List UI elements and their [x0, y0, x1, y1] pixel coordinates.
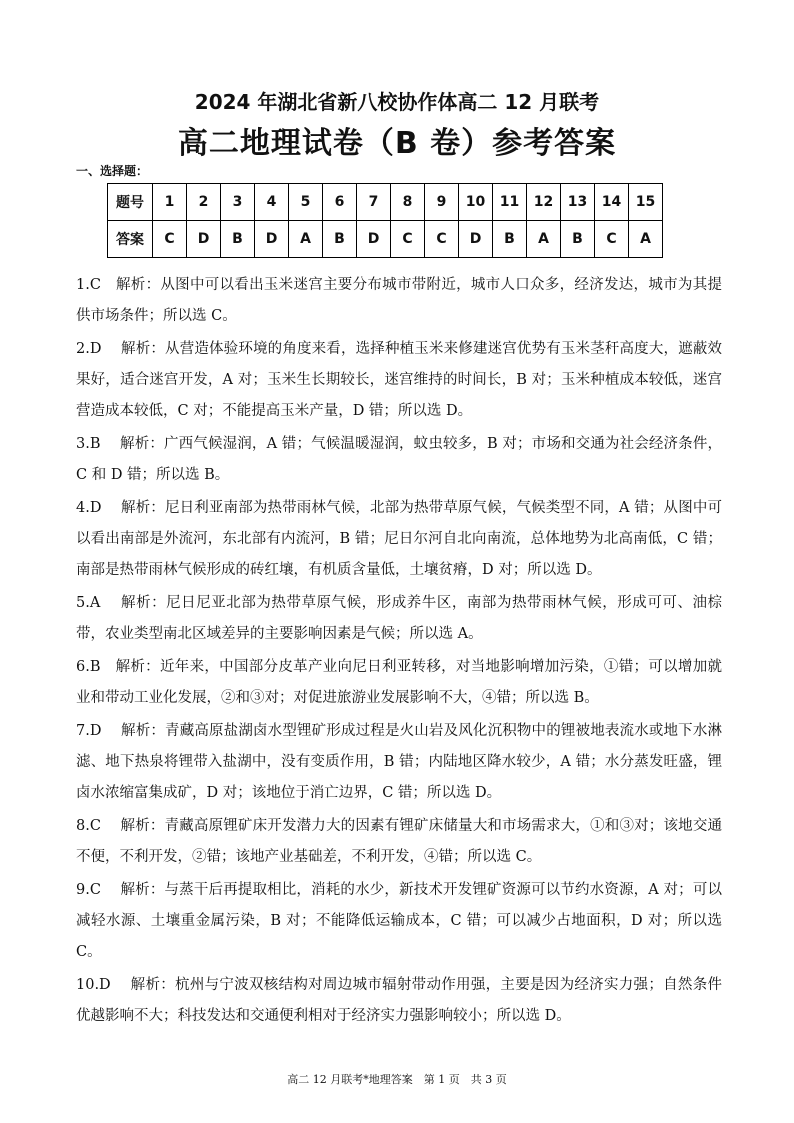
explanation-item: 7.D 解析：青藏高原盐湖卤水型锂矿形成过程是火山岩及风化沉积物中的锂被地表流水或地下水淋滤、地下热泉将锂带入盐湖中，没有变质作用，B 错；内陆地区降水较少，A 错；水分蒸发旺盛，锂卤水浓缩富集成矿，D 对；该地位于消亡边界，C 错；所以选 D。	[76, 723, 722, 801]
answer-row	[108, 221, 663, 258]
explanations	[76, 270, 722, 1034]
explanation-item: 2.D 解析：从营造体验环境的角度来看，选择种植玉米来修建迷宫优势有玉米茎秆高度大，遮蔽效果好，适合迷宫开发，A 对；玉米生长期较长，迷宫维持的时间长，B 对；玉米种植成本较低，迷宫营造成本较低，C 对；不能提高玉米产量，D 错；所以选 D。	[76, 341, 722, 419]
answer-cell: D	[357, 221, 391, 258]
answer-cell: C	[425, 221, 459, 258]
row-label: 答案	[108, 221, 153, 258]
answer-cell: A	[289, 221, 323, 258]
answer-cell: B	[493, 221, 527, 258]
answer-cell: A	[629, 221, 663, 258]
explanation-item: 5.A 解析：尼日尼亚北部为热带草原气候，形成养牛区，南部为热带雨林气候，形成可可、油棕带，农业类型南北区域差异的主要影响因素是气候；所以选 A。	[76, 595, 722, 642]
answer-cell: D	[459, 221, 493, 258]
question-number-cell: 1	[153, 184, 187, 221]
question-number-cell: 8	[391, 184, 425, 221]
answer-cell: D	[255, 221, 289, 258]
question-number-cell: 14	[595, 184, 629, 221]
explanation-item: 4.D 解析：尼日利亚南部为热带雨林气候，北部为热带草原气候，气候类型不同，A 错；从图中可以看出南部是外流河，东北部有内流河，B 错；尼日尔河自北向南流，总体地势为北高南低，C 错；南部是热带雨林气候形成的砖红壤，有机质含量低，土壤贫瘠，D 对；所以选 D。	[76, 500, 722, 578]
answer-cell: C	[391, 221, 425, 258]
answer-cell: A	[527, 221, 561, 258]
explanation-item: 1.C 解析：从图中可以看出玉米迷宫主要分布城市带附近，城市人口众多，经济发达，城市为其提供市场条件；所以选 C。	[76, 277, 722, 324]
answer-cell: C	[153, 221, 187, 258]
explanation-item: 10.D 解析：杭州与宁波双核结构对周边城市辐射带动作用强，主要是因为经济实力强；自然条件优越影响不大；科技发达和交通便利相对于经济实力强影响较小；所以选 D。	[76, 977, 722, 1024]
question-number-cell: 13	[561, 184, 595, 221]
question-number-cell: 12	[527, 184, 561, 221]
question-number-cell: 3	[221, 184, 255, 221]
question-number-cell: 15	[629, 184, 663, 221]
question-number-cell: 2	[187, 184, 221, 221]
explanation-item: 6.B 解析：近年来，中国部分皮革产业向尼日利亚转移，对当地影响增加污染，①错；可以增加就业和带动工业化发展，②和③对；对促进旅游业发展影响不大，④错；所以选 B。	[76, 659, 722, 706]
question-number-cell: 11	[493, 184, 527, 221]
question-number-cell: 6	[323, 184, 357, 221]
answer-cell: D	[187, 221, 221, 258]
answer-cell: C	[595, 221, 629, 258]
row-label: 题号	[108, 184, 153, 221]
question-number-cell: 9	[425, 184, 459, 221]
answer-cell: B	[561, 221, 595, 258]
explanation-item: 9.C 解析：与蒸干后再提取相比，消耗的水少，新技术开发锂矿资源可以节约水资源，A 对；可以减轻水源、土壤重金属污染，B 对；不能降低运输成本，C 错；可以减少占地面积，D 对；所以选 C。	[76, 882, 722, 960]
answer-cell: B	[323, 221, 357, 258]
exam-subtitle: 2024 年湖北省新八校协作体高二 12 月联考	[194, 90, 600, 114]
page-footer: 高二 12 月联考*地理答案 第 1 页 共 3 页	[287, 1073, 507, 1086]
question-number-cell: 4	[255, 184, 289, 221]
question-number-cell: 7	[357, 184, 391, 221]
page-title: 高二地理试卷（B 卷）参考答案	[177, 126, 617, 161]
answer-table	[107, 183, 663, 258]
explanation-item: 8.C 解析：青藏高原锂矿床开发潜力大的因素有锂矿床储量大和市场需求大，①和③对；该地交通不便，不利开发，②错；该地产业基础差，不利开发，④错；所以选 C。	[76, 818, 722, 865]
answer-cell: B	[221, 221, 255, 258]
explanation-item: 3.B 解析：广西气候湿润，A 错；气候温暖湿润，蚊虫较多，B 对；市场和交通为社会经济条件，C 和 D 错；所以选 B。	[76, 436, 722, 483]
question-number-row	[108, 184, 663, 221]
question-number-cell: 10	[459, 184, 493, 221]
section-heading: 一、选择题：	[76, 164, 149, 178]
question-number-cell: 5	[289, 184, 323, 221]
